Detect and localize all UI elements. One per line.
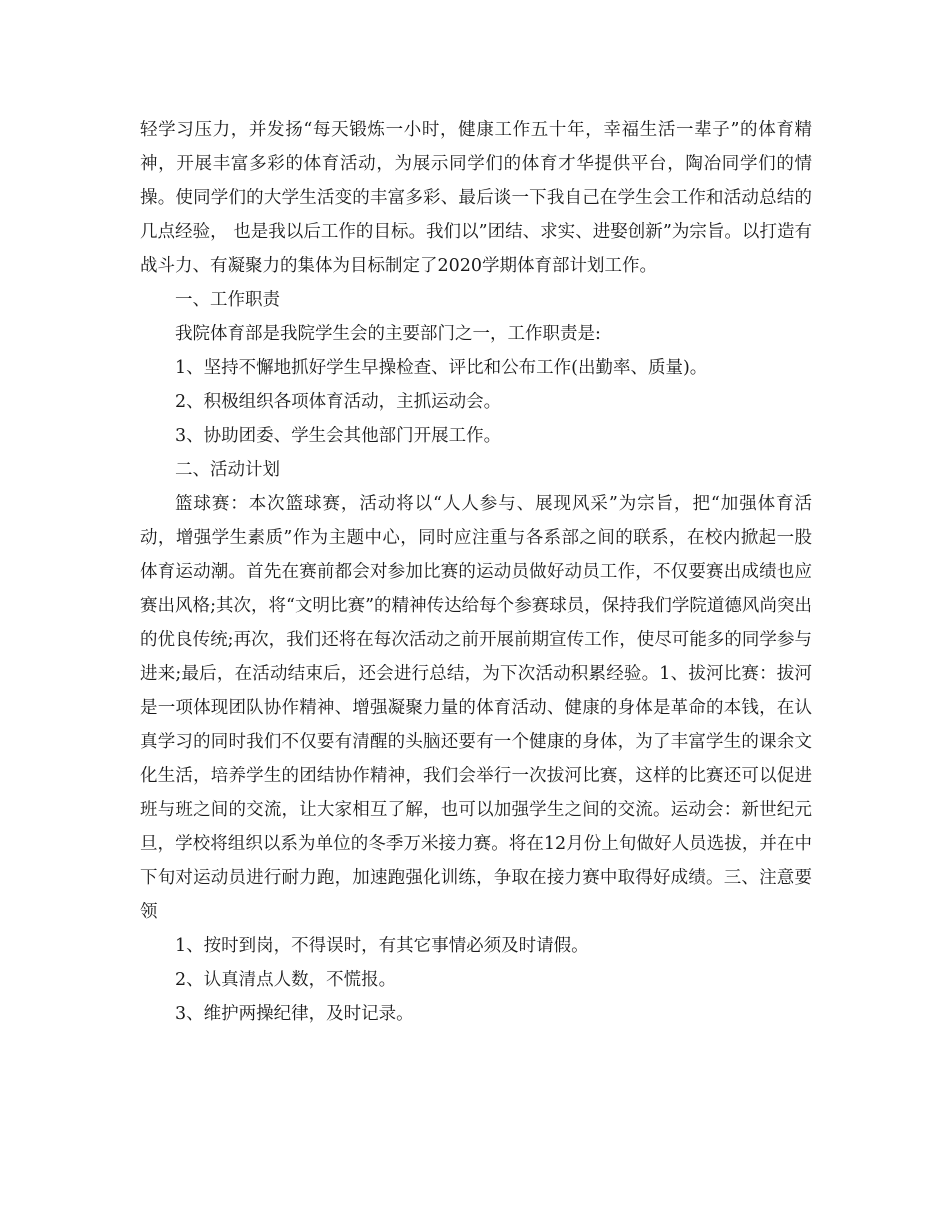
paragraph-activity-plan: 篮球赛：本次篮球赛，活动将以“人人参与、展现风采”为宗旨，把“加强体育活动，增强学生素质”作为主题中心，同时应注重与各系部之间的联系，在校内掀起一股体育运动潮。首先在赛前都会对参加比赛的运动员做好动员工作，不仅要赛出成绩也应赛出风格;其次，将“文明比赛”的精神传达给每个参赛球员，保持我们学院道德风尚突出的优良传统;再次，我们还将在每次活动之前开展前期宣传工作，使尽可能多的同学参与进来;最后，在活动结束后，还会进行总结，为下次活动积累经验。1、拔河比赛：拔河是一项体现团队协作精神、增强凝聚力量的体育活动、健康的身体是革命的本钱，在认真学习的同时我们不仅要有清醒的头脑还要有一个健康的身体，为了丰富学生的课余文化生活，培养学生的团结协作精神，我们会举行一次拔河比赛，这样的比赛还可以促进班与班之间的交流，让大家相互了解，也可以加强学生之间的交流。运动会：新世纪元旦，学校将组织以系为单位的冬季万米接力赛。将在12月份上旬做好人员选拔，并在中下旬对运动员进行耐力跑，加速跑强化训练，争取在接力赛中取得好成绩。三、注意要领: [140, 494, 812, 922]
list-item-duty-1: 1、坚持不懈地抓好学生早操检查、评比和公布工作(出勤率、质量)。: [175, 358, 708, 378]
list-item-duty-3: 3、协助团委、学生会其他部门开展工作。: [175, 426, 502, 446]
list-item-duty-2: 2、积极组织各项体育活动，主抓运动会。: [175, 392, 502, 412]
heading-activity-plan: 二、活动计划: [175, 460, 280, 480]
heading-work-duties: 一、工作职责: [175, 290, 280, 310]
list-item-notice-2: 2、认真清点人数，不慌报。: [175, 970, 397, 990]
list-item-notice-3: 3、维护两操纪律，及时记录。: [175, 1004, 414, 1024]
list-item-notice-1: 1、按时到岗，不得误时，有其它事情必须及时请假。: [175, 936, 589, 956]
paragraph-intro-continued: 轻学习压力，并发扬“每天锻炼一小时，健康工作五十年，幸福生活一辈子”的体育精神，开展丰富多彩的体育活动，为展示同学们的体育才华提供平台，陶冶同学们的情操。使同学们的大学生活变的丰富多彩、最后谈一下我自己在学生会工作和活动总结的几点经验， 也是我以后工作的目标。我们以”团结、求实、进娶创新”为宗旨。以打造有战斗力、有凝聚力的集体为目标制定了2020学期体育部计划工作。: [140, 120, 812, 276]
document-body: [140, 113, 812, 1031]
paragraph-duties-intro: 我院体育部是我院学生会的主要部门之一，工作职责是:: [175, 324, 601, 344]
